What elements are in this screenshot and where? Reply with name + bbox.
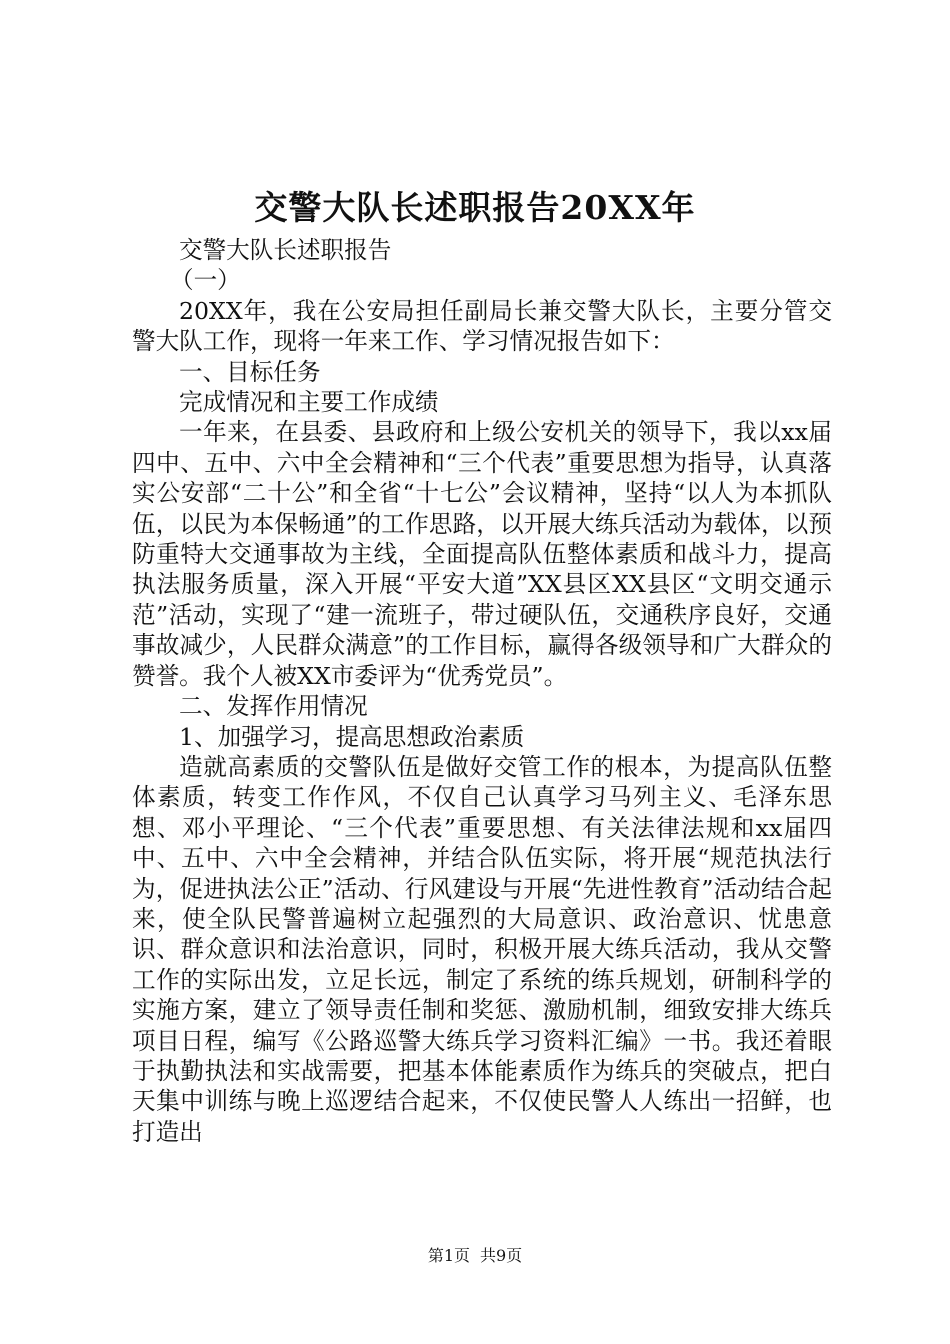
- document-body: [132, 235, 832, 1147]
- section-number-paragraph: （一）: [170, 266, 241, 295]
- heading-role: 二、发挥作用情况: [179, 692, 368, 721]
- heading-achievements: 完成情况和主要工作成绩: [179, 388, 439, 417]
- heading-study: 1、加强学习，提高思想政治素质: [179, 722, 525, 751]
- heading-targets: 一、目标任务: [179, 357, 321, 386]
- page-number-current: 第1页: [427, 1246, 470, 1265]
- achievements-paragraph: 一年来，在县委、县政府和上级公安机关的领导下，我以xx届四中、五中、六中全会精神和“三个代表”重要思想为指导，认真落实公安部“二十公”和全省“十七公”会议精神，坚持“以人为本抓队伍，以民为本保畅通”的工作思路，以开展大练兵活动为载体，以预防重特大交通事故为主线，全面提高队伍整体素质和战斗力，提高执法服务质量，深入开展“平安大道”XX县区XX县区“文明交通示范”活动，实现了“建一流班子，带过硬队伍，交通秩序良好，交通事故减少，人民群众满意”的工作目标，赢得各级领导和广大群众的赞誉。我个人被XX市委评为“优秀党员”。: [132, 418, 832, 690]
- page-number-total: 共9页: [480, 1246, 523, 1265]
- subtitle-paragraph: 交警大队长述职报告: [179, 236, 392, 264]
- page-footer: [0, 1246, 950, 1266]
- study-paragraph: 造就高素质的交警队伍是做好交管工作的根本，为提高队伍整体素质，转变工作作风，不仅自己认真学习马列主义、毛泽东思想、邓小平理论、“三个代表”重要思想、有关法律法规和xx届四中、五中、六中全会精神，并结合队伍实际，将开展“规范执法行为，促进执法公正”活动、行风建设与开展“先进性教育”活动结合起来，使全队民警普遍树立起强烈的大局意识、政治意识、忧患意识、群众意识和法治意识，同时，积极开展大练兵活动，我从交警工作的实际出发，立足长远，制定了系统的练兵规划，研制科学的实施方案，建立了领导责任制和奖惩、激励机制，细致安排大练兵项目日程，编写《公路巡警大练兵学习资料汇编》一书。我还着眼于执勤执法和实战需要，把基本体能素质作为练兵的突破点，把白天集中训练与晚上巡逻结合起来，不仅使民警人人练出一招鲜，也打造出: [132, 752, 832, 1146]
- document-title: 交警大队长述职报告20XX年: [254, 188, 696, 227]
- intro-paragraph: 20XX年，我在公安局担任副局长兼交警大队长，主要分管交警大队工作，现将一年来工作、学习情况报告如下：: [132, 296, 832, 356]
